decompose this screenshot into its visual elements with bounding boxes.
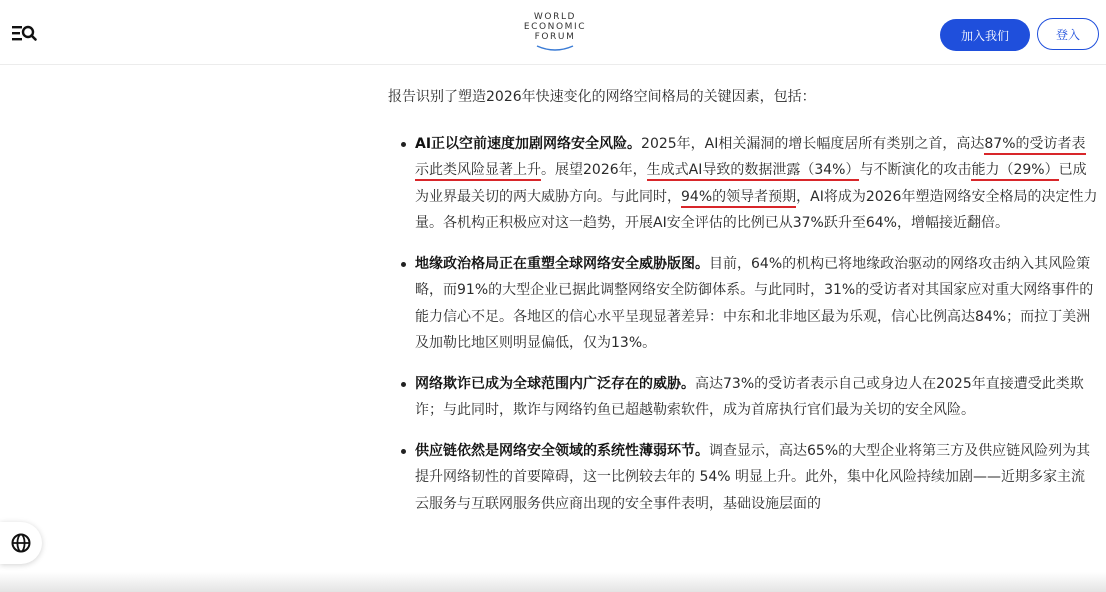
list-item [388,438,1098,518]
bullet-text: ，AI将成为2026年塑造网络安全格局的决定性力量。各机构正积极应对这一趋势，开展AI安全评估的比例已从37%跃升至64%，增幅接近翻倍。 [415,188,1098,231]
logo-line-2: ECONOMIC [523,22,587,32]
logo-line-3: FORUM [534,32,576,42]
bullet-text: 已成为业界最关切的两大威胁方向。与此同时， [415,162,1087,205]
wef-logo[interactable] [510,12,600,58]
list-item [388,371,1098,424]
bullet-heading: AI正以空前速度加剧网络安全风险。 [415,135,642,152]
bullet-text: 高达73%的受访者表示自己或身边人在2025年直接遭受此类欺诈；与此同时，欺诈与网络钓鱼已超越勒索软件，成为首席执行官们最为关切的安全风险。 [415,375,1084,418]
bullet-heading: 供应链依然是网络安全领域的系统性薄弱环节。 [415,442,709,459]
list-item [388,131,1098,237]
bullet-heading: 网络欺诈已成为全球范围内广泛存在的威胁。 [415,375,695,392]
bullet-text: 。展望2026年， [541,162,647,178]
key-factors-list [388,131,1098,518]
login-button[interactable]: 登入 [1037,18,1099,50]
bullet-text: 目前，64%的机构已将地缘政治驱动的网络攻击纳入其风险策略，而91%的大型企业已据此调整网络安全防御体系。与此同时，31%的受访者对其国家应对重大网络事件的能力信心不足。各地区的信心水平呈现显著差异：中东和北非地区最为乐观，信心比例高达84%；而拉丁美洲及加勒比地区则明显偏低，仅为13%。 [415,255,1094,351]
highlighted-text: 能力（29%） [971,162,1058,181]
article-body [388,84,1098,531]
bullet-text: 调查显示，高达65%的大型企业将第三方及供应链风险列为其提升网络韧性的首要障碍，这一比例较去年的 54% 明显上升。此外，集中化风险持续加剧——近期多家主流云服务与互联网服务供应商出现的安全事件表明，基础设施层面的 [415,442,1091,512]
globe-icon [10,532,32,554]
bullet-heading: 地缘政治格局正在重塑全球网络安全威胁版图。 [415,255,709,272]
logo-line-1: WORLD [533,12,577,22]
join-us-button[interactable]: 加入我们 [940,19,1030,51]
list-item [388,251,1098,357]
menu-search-icon[interactable] [10,22,38,44]
highlighted-text: 生成式AI导致的数据泄露（34%） [647,162,860,181]
language-button[interactable] [0,522,42,564]
logo-arc-icon [535,44,575,52]
bullet-text: 与不断演化的攻击 [859,162,972,178]
intro-paragraph: 报告识别了塑造2026年快速变化的网络空间格局的关键因素，包括： [388,89,816,105]
bullet-text: 2025年，AI相关漏洞的增长幅度居所有类别之首，高达 [641,135,985,152]
highlighted-text: 87%的受访者表示此类风险显著上升 [415,136,1086,182]
bottom-fade [0,572,1106,592]
highlighted-text: 94%的领导者预期 [681,189,796,208]
site-header [0,0,1106,65]
